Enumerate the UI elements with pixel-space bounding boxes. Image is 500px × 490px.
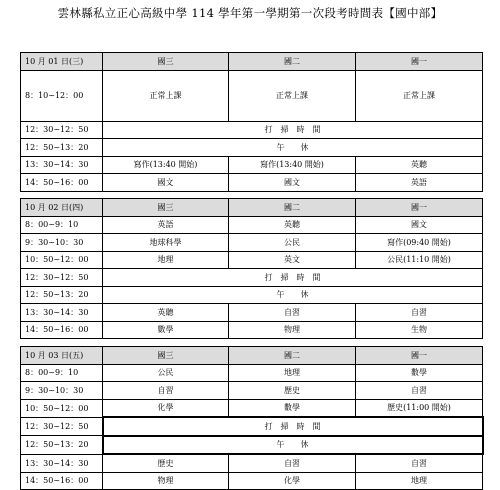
table-row [21,472,483,490]
time-cell: 12：50~13：20 [21,139,103,157]
table-row [21,364,483,382]
time-cell: 12：30~12：50 [21,121,103,139]
subject-cell: 英聽 [356,156,483,174]
subject-cell: 數學 [103,321,229,339]
subject-cell: 數學 [229,399,356,417]
cleaning-time-cell: 打 掃 時 間 [103,417,483,436]
page-title: 雲林縣私立正心高級中學 114 學年第一學期第一次段考時間表【國中部】 [57,6,443,20]
grade-header-g7: 國一 [356,53,483,71]
table-header-row [21,199,483,217]
subject-cell: 正常上課 [103,70,229,121]
table-row [21,399,483,417]
subject-cell: 英文 [229,251,356,269]
cleaning-time-cell: 打 掃 時 間 [103,121,483,139]
subject-cell: 化學 [229,472,356,490]
subject-cell: 自習 [229,454,356,472]
subject-cell: 英聽 [229,216,356,234]
subject-cell: 地理 [356,472,483,490]
time-cell: 12：30~12：50 [21,269,103,287]
grade-header-g8: 國二 [229,347,356,365]
time-cell: 8：10~12：00 [21,70,103,121]
table-row [21,251,483,269]
subject-cell: 地理 [229,364,356,382]
nap-time-cell: 午 休 [103,436,483,455]
time-cell: 14：50~16：00 [21,321,103,339]
subject-cell: 國文 [356,216,483,234]
subject-cell: 歷史 [103,454,229,472]
subject-cell: 地理 [103,251,229,269]
subject-cell: 自習 [356,304,483,322]
table-row [21,174,483,192]
subject-cell: 自習 [356,454,483,472]
table-row [21,417,483,436]
time-cell: 13：30~14：30 [21,454,103,472]
grade-header-g9: 國三 [103,53,229,71]
schedule-table-day1 [20,52,483,192]
table-row [21,139,483,157]
table-row [21,216,483,234]
table-row [21,286,483,304]
subject-cell: 寫作(13:40 開始) [103,156,229,174]
subject-cell: 寫作(13:40 開始) [229,156,356,174]
date-cell: 10 月 03 日(五) [21,347,103,365]
table-row [21,234,483,252]
subject-cell: 公民(11:10 開始) [356,251,483,269]
subject-cell: 自習 [229,304,356,322]
schedule-table-day3 [20,346,484,490]
date-cell: 10 月 01 日(三) [21,53,103,71]
table-row [21,436,483,455]
table-row [21,156,483,174]
time-cell: 10：50~12：00 [21,399,103,417]
nap-time-cell: 午 休 [103,286,483,304]
subject-cell: 正常上課 [229,70,356,121]
subject-cell: 公民 [229,234,356,252]
subject-cell: 自習 [103,382,229,400]
time-cell: 9：30~10：30 [21,234,103,252]
time-cell: 12：50~13：20 [21,286,103,304]
subject-cell: 公民 [103,364,229,382]
time-cell: 8：00~9：10 [21,364,103,382]
time-cell: 10：50~12：00 [21,251,103,269]
table-header-row [21,347,483,365]
table-row [21,121,483,139]
grade-header-g9: 國三 [103,347,229,365]
table-row [21,269,483,287]
grade-header-g8: 國二 [229,53,356,71]
table-row [21,304,483,322]
subject-cell: 國文 [103,174,229,192]
time-cell: 8：00~9：10 [21,216,103,234]
table-row [21,70,483,121]
grade-header-g9: 國三 [103,199,229,217]
time-cell: 13：30~14：30 [21,156,103,174]
grade-header-g8: 國二 [229,199,356,217]
subject-cell: 自習 [356,382,483,400]
nap-time-cell: 午 休 [103,139,483,157]
subject-cell: 歷史 [229,382,356,400]
time-cell: 12：30~12：50 [21,417,103,436]
grade-header-g7: 國一 [356,347,483,365]
time-cell: 9：30~10：30 [21,382,103,400]
subject-cell: 物理 [103,472,229,490]
subject-cell: 地球科學 [103,234,229,252]
table-row [21,454,483,472]
table-row [21,321,483,339]
date-cell: 10 月 02 日(四) [21,199,103,217]
table-header-row [21,53,483,71]
subject-cell: 物理 [229,321,356,339]
subject-cell: 歷史(11:00 開始) [356,399,483,417]
time-cell: 12：50~13：20 [21,436,103,455]
cleaning-time-cell: 打 掃 時 間 [103,269,483,287]
subject-cell: 英語 [103,216,229,234]
subject-cell: 英聽 [103,304,229,322]
time-cell: 14：50~16：00 [21,174,103,192]
subject-cell: 國文 [229,174,356,192]
subject-cell: 化學 [103,399,229,417]
subject-cell: 正常上課 [356,70,483,121]
subject-cell: 生物 [356,321,483,339]
subject-cell: 英語 [356,174,483,192]
grade-header-g7: 國一 [356,199,483,217]
table-row [21,382,483,400]
schedule-table-day2 [20,198,483,339]
time-cell: 14：50~16：00 [21,472,103,490]
time-cell: 13：30~14：30 [21,304,103,322]
subject-cell: 寫作(09:40 開始) [356,234,483,252]
subject-cell: 數學 [356,364,483,382]
